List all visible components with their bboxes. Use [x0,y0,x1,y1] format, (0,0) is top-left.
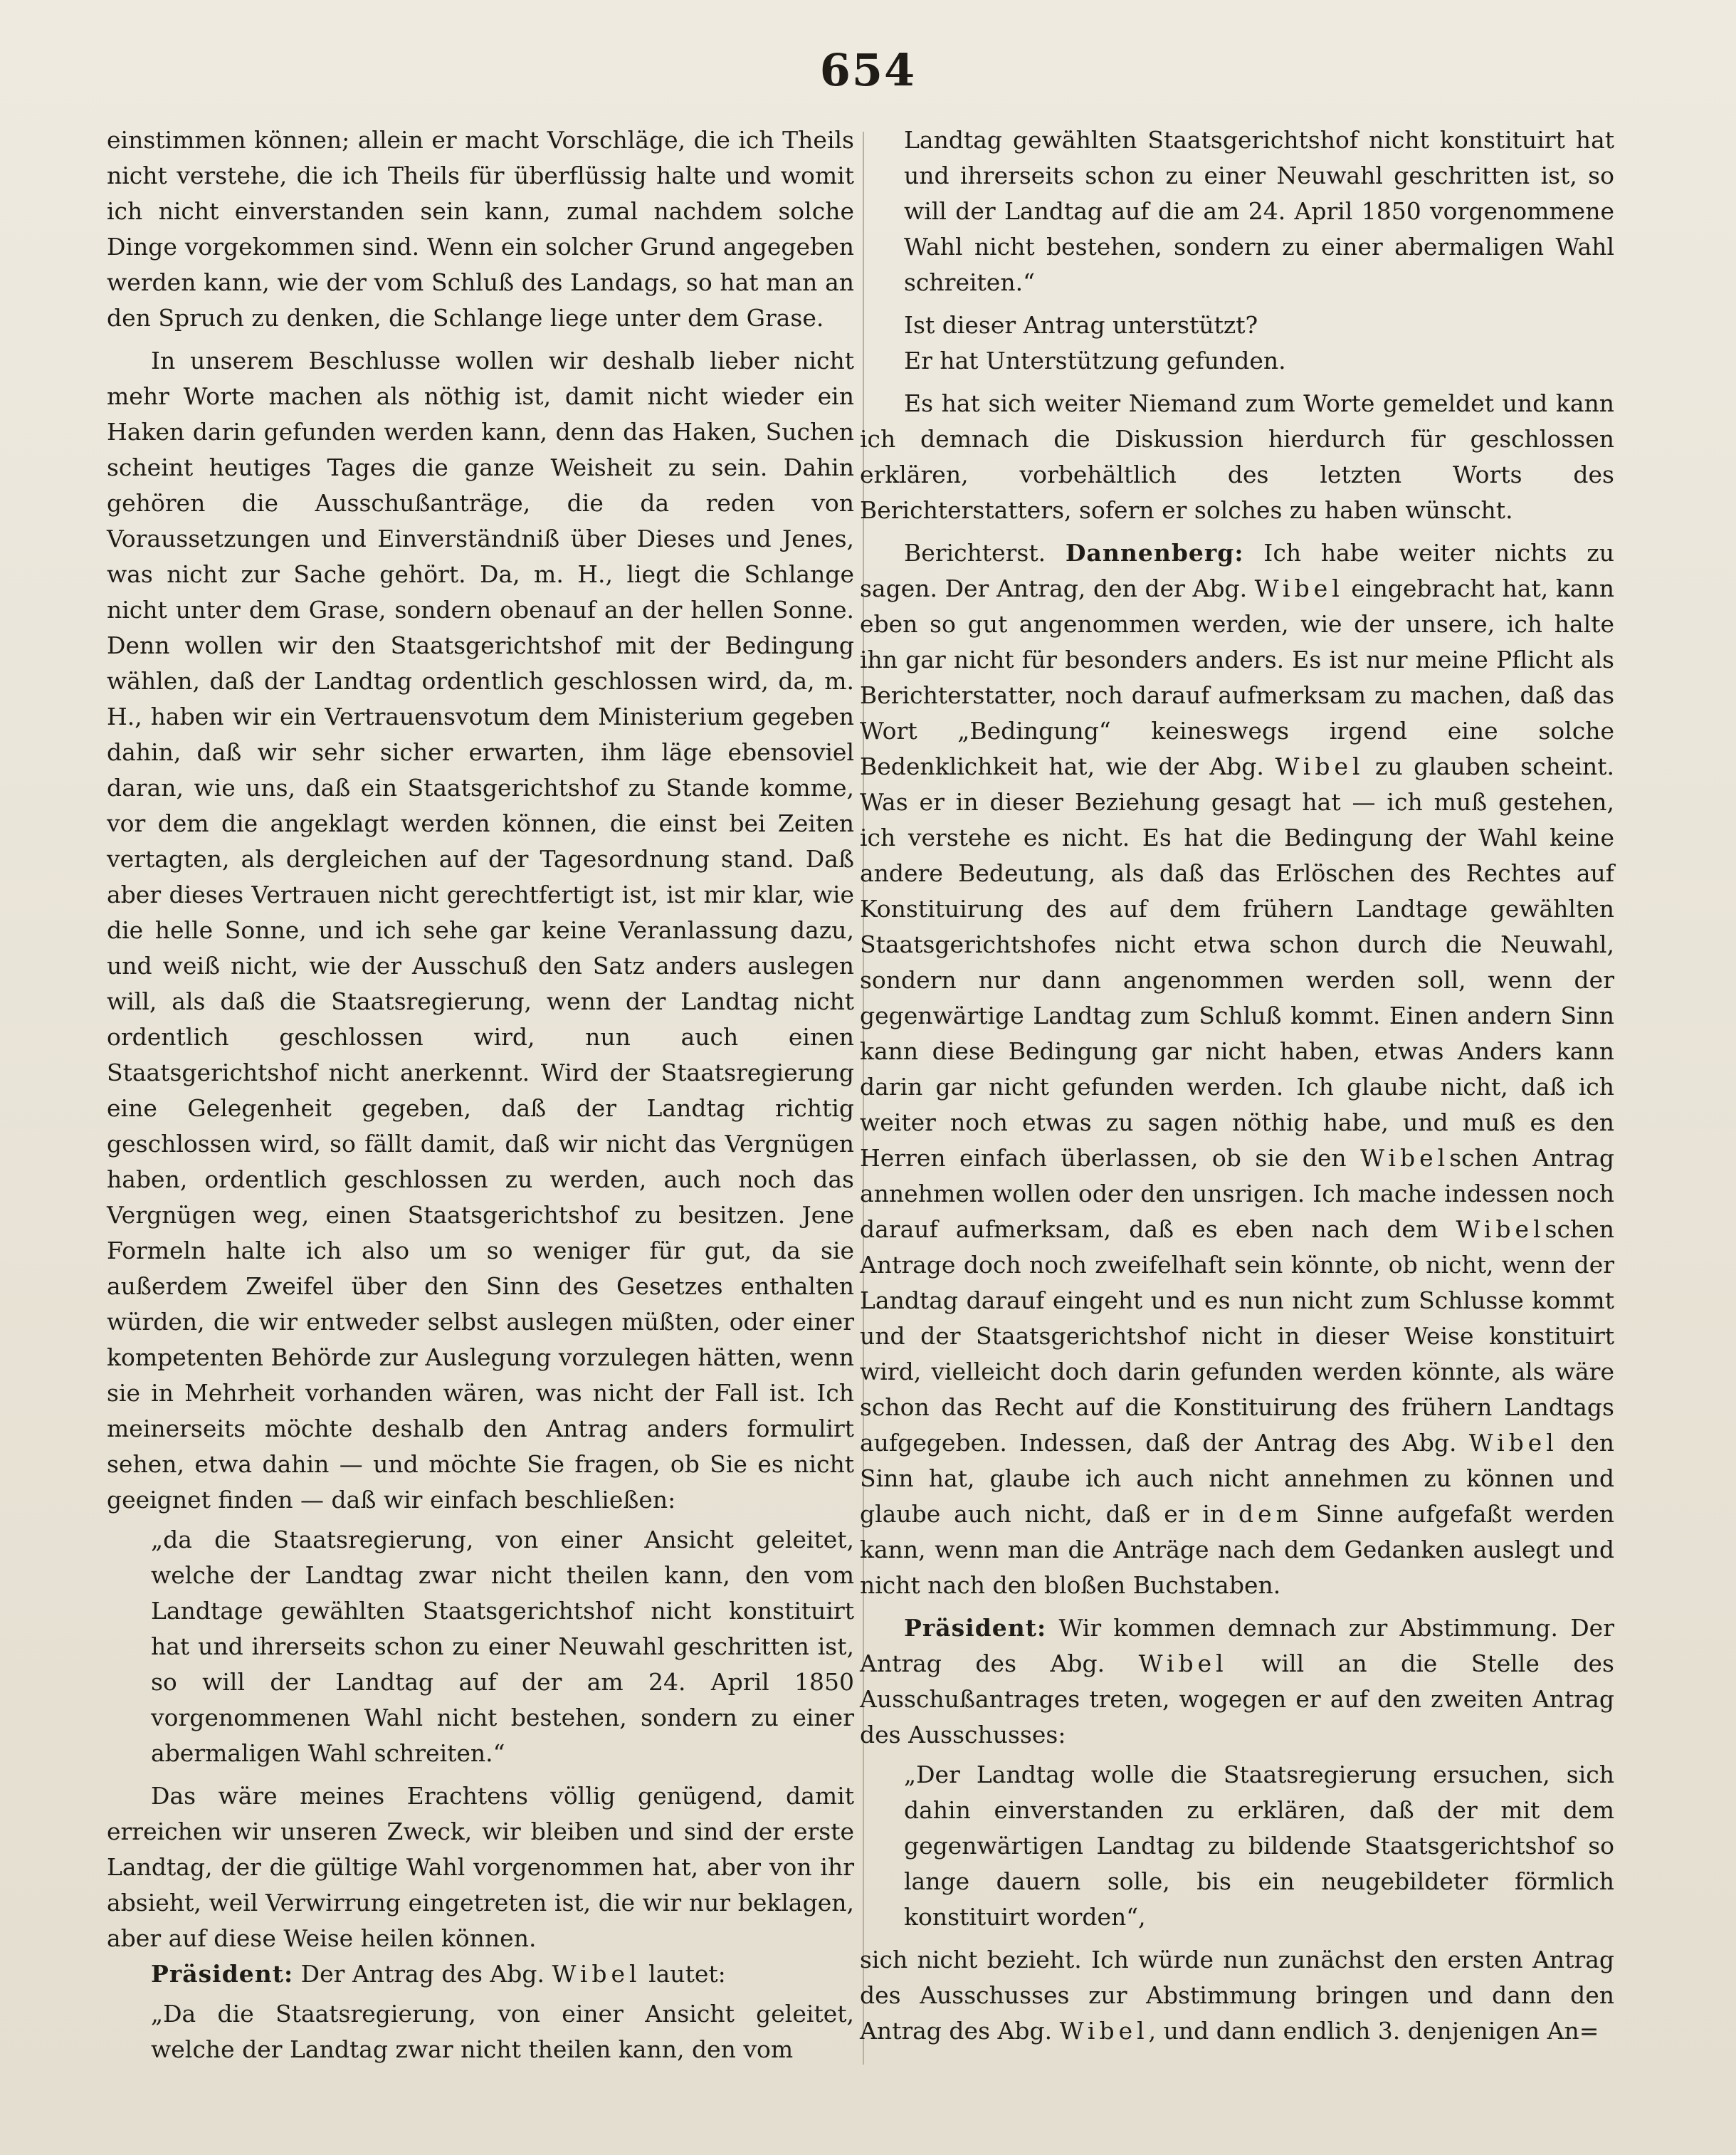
text-run: , und dann endlich 3. denjenigen An= [1148,2017,1599,2045]
text-run: will an die Stelle des Ausschußantrages treten, wogegen er auf den zweiten Antrag des Ausschusses: [860,1650,1614,1748]
left-column [107,122,854,2075]
spaced-name: Wibel [1059,2017,1149,2045]
text-run: Ich habe weiter nichts zu sagen. Der Antrag, den der Abg. [860,539,1614,602]
paragraph [107,1956,854,1992]
text-run: lautet: [641,1960,726,1988]
spaced-name: Wibel [1254,575,1344,602]
text-run: zu glauben scheint. Was er in dieser Beziehung gesagt hat — ich muß gestehen, ich verstehe es nicht. Es hat die Bedingung der Wahl keine andere Bedeutung, als daß das Erlöschen des Rechtes auf Konstituirung des auf dem frühern Landtage gewählten Staatsgerichtshofes nicht etwa schon durch die Neuwahl, sondern nur dann angenommen werden soll, wenn der gegenwärtige Landtag zum Schluß kommt. Einen andern Sinn kann diese Bedingung gar nicht haben, etwas Anders kann darin gar nicht gefunden werden. Ich glaube nicht, daß ich weiter noch etwas zu sagen nöthig habe, und muß es den Herren einfach überlassen, ob sie den [860,753,1614,1172]
paragraph: Er hat Unterstützung gefunden. [904,347,1286,374]
paragraph: einstimmen können; allein er macht Vorschläge, die ich Theils nicht verstehe, die ich Theils für überflüssig halte und womit ich nicht einverstanden sein kann, zumal nachdem solche Dinge vorgekommen sind. Wenn ein solcher Grund angegeben werden kann, wie der vom Schluß des Landags, so hat man an den Spruch zu denken, die Schlange liege unter dem Grase. [107,126,854,332]
spaced-name: Wibel [1468,1429,1558,1457]
page-number: 654 [819,44,917,96]
text-run: Sinne aufgefaßt werden kann, wenn man die Anträge nach dem Gedanken auslegt und nicht nach den bloßen Buchstaben. [860,1500,1614,1599]
spaced-name: Wibel [1275,753,1364,780]
paragraph: Es hat sich weiter Niemand zum Worte gemeldet und kann ich demnach die Diskussion hierdurch für geschlossen erklären, vorbehältlich des letzten Worts des Berichterstatters, sofern er solches zu haben wünscht. [860,389,1614,524]
paragraph: In unserem Beschlusse wollen wir deshalb lieber nicht mehr Worte machen als nöthig ist, damit nicht wieder ein Haken darin gefunden werden kann, denn das Haken, Suchen scheint heutiges Tages die ganze Weisheit zu sein. Dahin gehören die Ausschußanträge, die da reden von Voraussetzungen und Einverständniß über Dieses und Jenes, was nicht zur Sache gehört. Da, m. H., liegt die Schlange nicht unter dem Grase, sondern obenauf an der hellen Sonne. Denn wollen wir den Staatsgerichtshof mit der Bedingung wählen, daß der Landtag ordentlich geschlossen wird, da, m. H., haben wir ein Vertrauensvotum dem Ministerium gegeben dahin, daß wir sehr sicher erwarten, ihm läge ebensoviel daran, wie uns, daß ein Staatsgerichtshof zu Stande komme, vor dem die angeklagt werden können, die einst bei Zeiten vertagten, als dergleichen auf der Tagesordnung stand. Daß aber dieses Vertrauen nicht gerechtfertigt ist, ist mir klar, wie die helle Sonne, und ich sehe gar keine Veranlassung dazu, und weiß nicht, wie der Ausschuß den Satz anders auslegen will, als daß die Staatsregierung, wenn der Landtag nicht ordentlich geschlossen wird, nun auch einen Staatsgerichtshof nicht anerkennt. Wird der Staatsregierung eine Gelegenheit gegeben, daß der Landtag richtig geschlossen wird, so fällt damit, daß wir nicht das Vergnügen haben, ordentlich geschlossen zu werden, auch noch das Vergnügen weg, einen Staatsgerichtshof zu besitzen. Jene Formeln halte ich also um so weniger für gut, da sie außerdem Zweifel über den Sinn des Gesetzes enthalten würden, die wir entweder selbst auslegen müßten, oder einer kompetenten Behörde zur Auslegung vorzulegen hätten, wenn sie in Mehrheit vorhanden wären, was nicht der Fall ist. Ich meinerseits möchte deshalb den Antrag anders formulirt sehen, etwa dahin — und möchte Sie fragen, ob Sie es nicht geeignet finden — daß wir einfach beschließen: [107,347,854,1514]
quoted-motion-continued: Landtag gewählten Staatsgerichtshof nicht konstituirt hat und ihrerseits schon zu einer Neuwahl geschritten ist, so will der Landtag auf die am 24. April 1850 vorgenommene Wahl nicht bestehen, sondern zu einer abermaligen Wahl schreiten.“ [904,126,1614,296]
right-column [860,122,1614,2049]
spaced-name: Wibel [1360,1144,1450,1172]
spaced-name: Wibel [1138,1650,1228,1677]
speaker-label: Dannenberg: [1065,539,1244,567]
spaced-name: Wibel [552,1960,641,1988]
quoted-motion: „Der Landtag wolle die Staatsregierung ersuchen, sich dahin einverstanden zu erklären, daß der mit dem gegenwärtigen Landtag zu bildende Staatsgerichtshof so lange dauern solle, bis ein neugebildeter förmlich konstituirt worden“, [904,1761,1614,1931]
spaced-word: dem [1238,1500,1303,1528]
text-run: Wir kommen demnach zur Abstimmung. Der Antrag des Abg. [860,1614,1614,1677]
quoted-motion: „da die Staatsregierung, von einer Ansicht geleitet, welche der Landtag zwar nicht theilen kann, den vom Landtage gewählten Staatsgerichtshof nicht konstituirt hat und ihrerseits schon zu einer Neuwahl geschritten ist, so will der Landtag auf der am 24. April 1850 vorgenommenen Wahl nicht bestehen, sondern zu einer abermaligen Wahl schreiten.“ [151,1526,854,1767]
text-run: sich nicht bezieht. Ich würde nun zunächst den ersten Antrag des Ausschusses zur Abstimmung bringen und dann den Antrag des Abg. [860,1946,1614,2045]
text-run: schen Antrage doch noch zweifelhaft sein könnte, ob nicht, wenn der Landtag darauf eingeht und es nun nicht zum Schlusse kommt und der Staatsgerichtshof nicht in dieser Weise konstituirt wird, vielleicht doch darin gefunden werden könnte, als wäre schon das Recht auf die Konstituirung des frühern Landtags aufgegeben. Indessen, daß der Antrag des Abg. [860,1215,1614,1457]
text-run: schen Antrag annehmen wollen oder den unsrigen. Ich mache indessen noch darauf aufmerksam, daß es eben nach dem [860,1144,1614,1243]
paragraph [860,535,1614,1603]
quoted-motion: „Da die Staatsregierung, von einer Ansicht geleitet, welche der Landtag zwar nicht theilen kann, den vom [151,2000,854,2063]
speaker-role: Berichterst. [904,539,1066,567]
paragraph [860,1610,1614,1753]
speaker-label: Präsident: [904,1614,1047,1642]
paragraph [860,1942,1614,2049]
spaced-name: Wibel [1456,1215,1545,1243]
text-run: eingebracht hat, kann eben so gut angenommen werden, wie der unsere, ich halte ihn gar nicht für besonders anders. Es ist nur meine Pflicht als Berichterstatter, noch darauf aufmerksam zu machen, daß das Wort „Bedingung“ keineswegs irgend eine solche Bedenklichkeit hat, wie der Abg. [860,575,1614,780]
text-run: den Sinn hat, glaube ich auch nicht annehmen zu können und glaube auch nicht, daß er in [860,1429,1614,1528]
paragraph: Ist dieser Antrag unterstützt? [904,311,1258,339]
text-run: Der Antrag des Abg. [293,1960,552,1988]
speaker-label: Präsident: [151,1960,294,1988]
paragraph: Das wäre meines Erachtens völlig genügend, damit erreichen wir unseren Zweck, wir bleiben und sind der erste Landtag, der die gültige Wahl vorgenommen hat, aber von ihr absieht, weil Verwirrung eingetreten ist, die wir nur beklagen, aber auf diese Weise heilen können. [107,1782,854,1952]
